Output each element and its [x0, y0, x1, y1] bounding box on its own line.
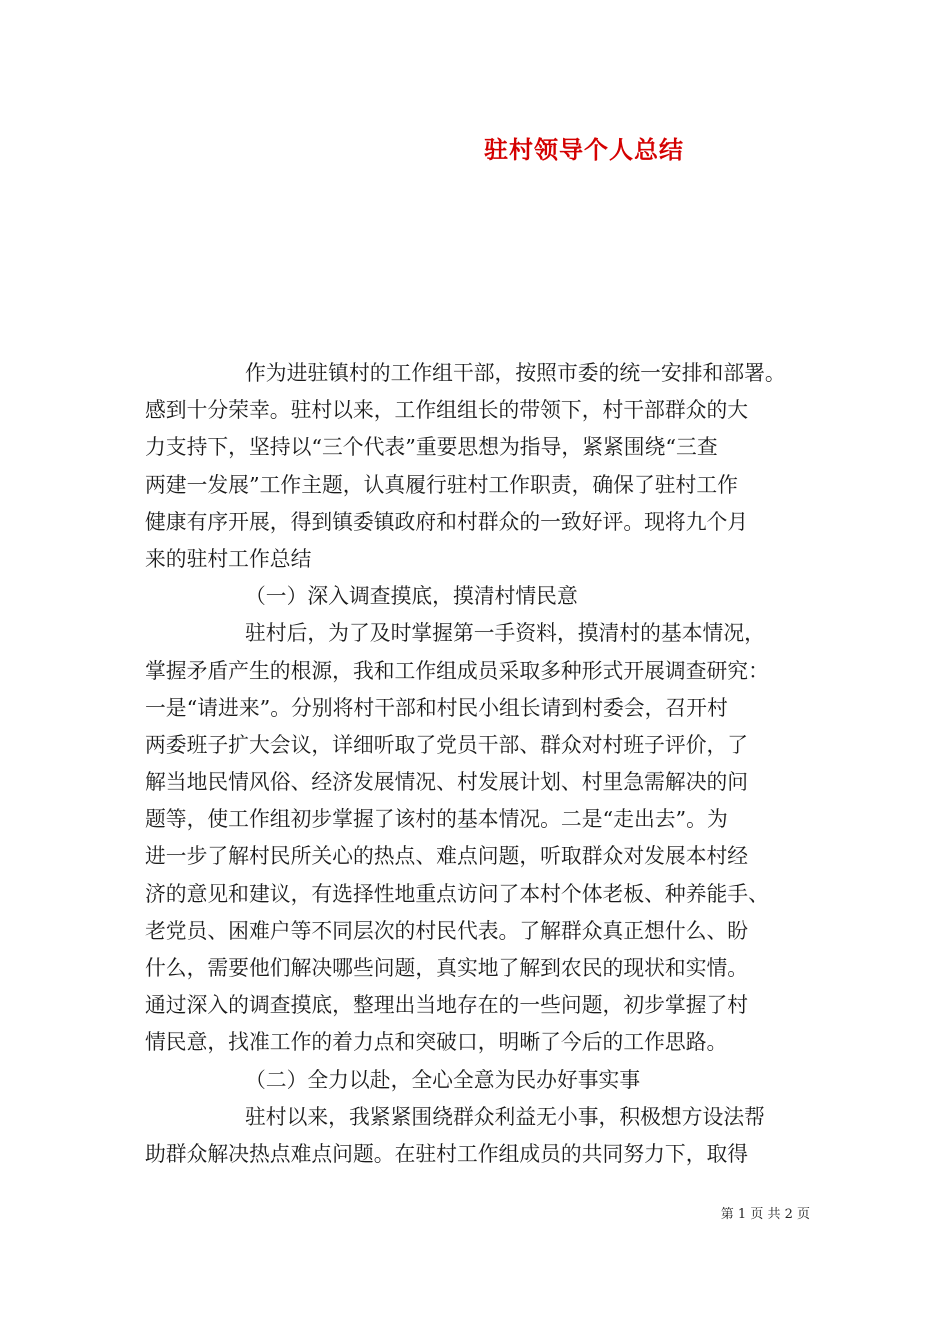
- paragraph-line: 作为进驻镇村的工作组干部，按照市委的统一安排和部署。: [245, 361, 786, 385]
- paragraph-line: 力支持下，坚持以“三个代表”重要思想为指导，紧紧围绕“三查: [145, 435, 718, 460]
- paragraph-line: 通过深入的调查摸底，整理出当地存在的一些问题，初步掌握了村: [145, 993, 749, 1018]
- paragraph-line: 什么，需要他们解决哪些问题，真实地了解到农民的现状和实情。: [145, 956, 749, 980]
- paragraph-line: 题等，使工作组初步掌握了该村的基本情况。二是“走出去”。为: [145, 807, 728, 832]
- paragraph-line: 掌握矛盾产生的根源，我和工作组成员采取多种形式开展调查研究：: [145, 658, 769, 683]
- paragraph-line: 助群众解决热点难点问题。在驻村工作组成员的共同努力下，取得: [145, 1141, 749, 1166]
- paragraph-line: 老党员、困难户等不同层次的村民代表。了解群众真正想什么、盼: [145, 918, 749, 943]
- paragraph-line: 驻村后，为了及时掌握第一手资料，摸清村的基本情况，: [245, 621, 765, 646]
- page-number: 第 1 页 共 2 页: [720, 1207, 810, 1222]
- paragraph-line: 感到十分荣幸。驻村以来，工作组组长的带领下，村干部群众的大: [145, 398, 749, 423]
- paragraph-line: 进一步了解村民所关心的热点、难点问题，听取群众对发展本村经: [145, 844, 749, 869]
- paragraph-line: 情民意，找准工作的着力点和突破口，明晰了今后的工作思路。: [145, 1030, 728, 1055]
- document-title: 驻村领导个人总结: [484, 135, 684, 164]
- paragraph-line: 两委班子扩大会议，详细听取了党员干部、群众对村班子评价，了: [145, 732, 749, 757]
- section-heading: （二）全力以赴，全心全意为民办好事实事: [245, 1067, 641, 1092]
- paragraph-line: 一是“请进来”。分别将村干部和村民小组长请到村委会，召开村: [145, 695, 728, 720]
- paragraph-line: 济的意见和建议，有选择性地重点访问了本村个体老板、种养能手、: [145, 881, 769, 906]
- paragraph-line: 健康有序开展，得到镇委镇政府和村群众的一致好评。现将九个月: [145, 509, 749, 534]
- paragraph-line: 解当地民情风俗、经济发展情况、村发展计划、村里急需解决的问: [145, 770, 749, 795]
- paragraph-line: 来的驻村工作总结: [145, 546, 312, 571]
- paragraph-line: 两建一发展”工作主题，认真履行驻村工作职责，确保了驻村工作: [145, 472, 738, 497]
- paragraph-line: 驻村以来，我紧紧围绕群众利益无小事，积极想方设法帮: [245, 1104, 765, 1129]
- document-body: [145, 355, 810, 1173]
- section-heading: （一）深入调查摸底，摸清村情民意: [245, 584, 578, 609]
